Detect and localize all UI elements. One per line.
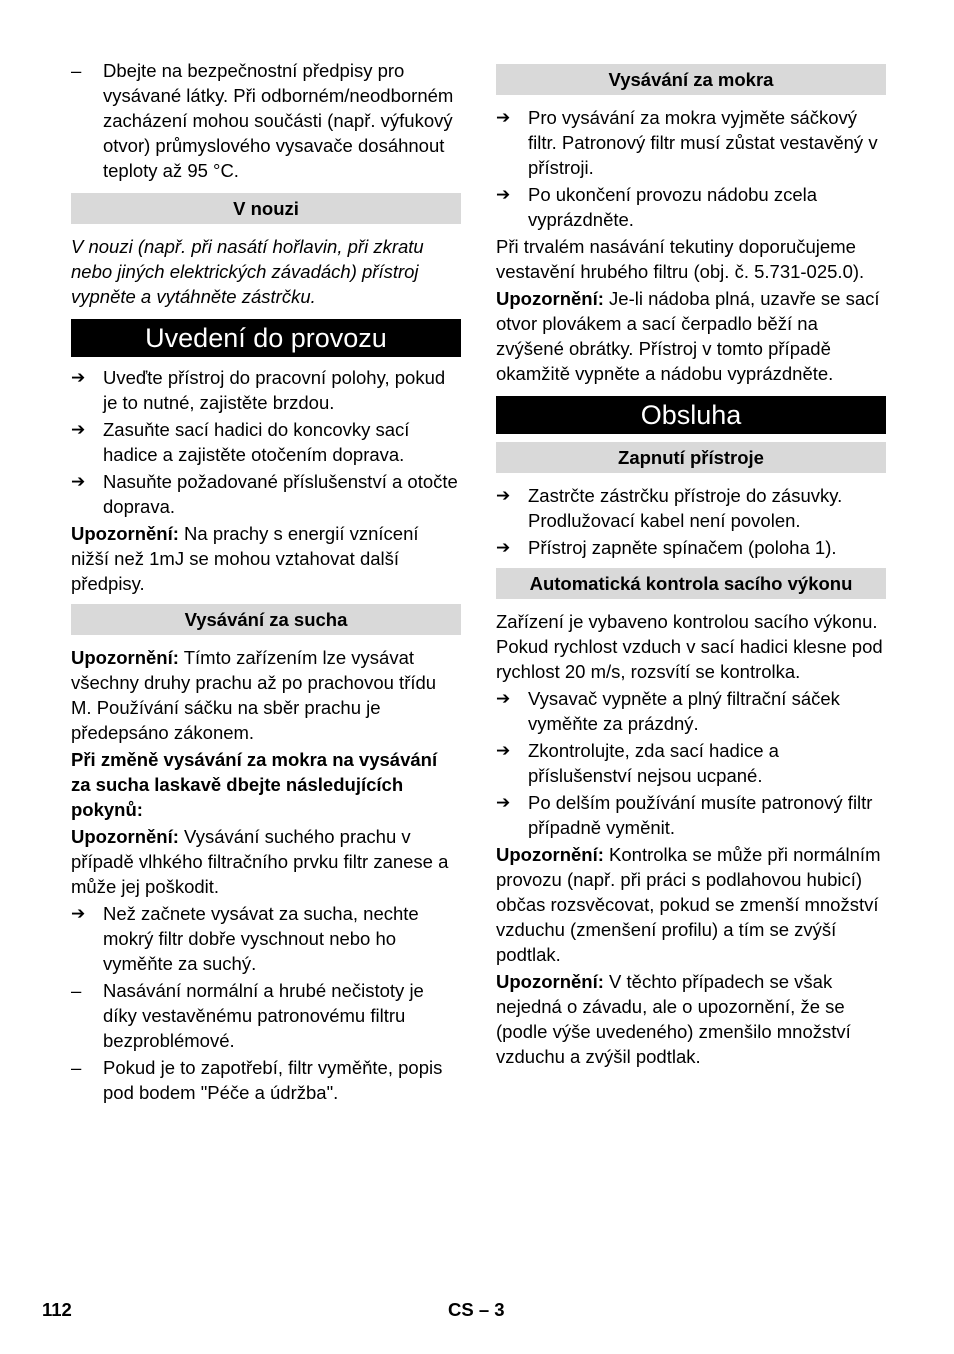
- chapter-heading-start: Uvedení do provozu: [71, 319, 461, 357]
- paragraph: Při trvalém nasávání tekutiny doporučujeme vestavění hrubého filtru (obj. č. 5.731-025.0).: [496, 236, 865, 282]
- arrow-icon: ➔: [71, 368, 86, 387]
- note-text: V těchto případech se však nejedná o závadu, ale o upozornění, že se (podle výše uvedeného) zmenšilo množství vzduchu a zvýšil podtlak.: [496, 971, 851, 1067]
- paragraph: Zařízení je vybaveno kontrolou sacího výkonu. Pokud rychlost vzduch v sací hadici klesne pod rychlost 20 m/s, rozsvítí se kontrolka.: [496, 611, 883, 682]
- dash-text: Pokud je to zapotřebí, filtr vyměňte, popis pod bodem "Péče a údržba".: [103, 1057, 443, 1103]
- note-label: Upozornění:: [71, 647, 179, 668]
- dash-text: Nasávání normální a hrubé nečistoty je díky vestavěnému patronovému filtru bezproblémové.: [103, 980, 424, 1051]
- step-text: Než začnete vysávat za sucha, nechte mokrý filtr dobře vyschnout nebo ho vyměňte za suchý.: [103, 903, 419, 974]
- note-paragraph: [496, 286, 886, 386]
- arrow-icon: ➔: [496, 689, 511, 708]
- arrow-icon: ➔: [496, 185, 511, 204]
- page-number: 112: [42, 1299, 72, 1320]
- note-text: Kontrolka se může při normálním provozu (např. při práci s podlahovou hubicí) občas rozsvěcovat, pokud se zmenší množství vzduchu (zmenšení profilu) a tím se zvýší podtlak.: [496, 844, 881, 965]
- arrow-icon: ➔: [71, 472, 86, 491]
- note-label: Upozornění:: [496, 288, 604, 309]
- step-item: [496, 790, 886, 840]
- note-paragraph: [496, 842, 886, 967]
- step-text: Přístroj zapněte spínačem (poloha 1).: [528, 537, 837, 558]
- step-item: [71, 901, 461, 976]
- arrow-icon: ➔: [496, 486, 511, 505]
- step-text: Po ukončení provozu nádobu zcela vyprázdněte.: [528, 184, 818, 230]
- step-item: [496, 105, 886, 180]
- step-text: Uveďte přístroj do pracovní polohy, pokud je to nutné, zajistěte brzdou.: [103, 367, 446, 413]
- right-column: [496, 58, 886, 1071]
- note-label: Upozornění:: [496, 971, 604, 992]
- arrow-icon: ➔: [71, 420, 86, 439]
- section-footer: CS – 3: [448, 1299, 505, 1320]
- step-item: [496, 182, 886, 232]
- dash-text: Dbejte na bezpečnostní předpisy pro vysávané látky. Při odborném/neodborném zacházení mohou součásti (např. výfukový otvor) průmyslového vysavače dosáhnout teploty až 95 °C.: [103, 60, 454, 181]
- section-heading-auto-control: Automatická kontrola sacího výkonu: [496, 568, 886, 599]
- step-text: Po delším používání musíte patronový filtr případně vyměnit.: [528, 792, 873, 838]
- note-label: Upozornění:: [496, 844, 604, 865]
- step-item: [496, 738, 886, 788]
- note-label: Upozornění:: [71, 826, 179, 847]
- note-text: Je-li nádoba plná, uzavře se sací otvor plovákem a sací čerpadlo běží na zvýšené obrátky. Přístroj v tomto případě okamžitě vypněte a nádobu vyprázdněte.: [496, 288, 880, 384]
- dash-marker: –: [71, 60, 82, 81]
- step-text: Pro vysávání za mokra vyjměte sáčkový filtr. Patronový filtr musí zůstat vestavěný v přístroji.: [528, 107, 878, 178]
- section-heading-wet: Vysávání za mokra: [496, 64, 886, 95]
- step-text: Zastrčte zástrčku přístroje do zásuvky. Prodlužovací kabel není povolen.: [528, 485, 843, 531]
- arrow-icon: ➔: [496, 108, 511, 127]
- section-heading-switch-on: Zapnutí přístroje: [496, 442, 886, 473]
- step-item: [71, 417, 461, 467]
- step-item: [71, 469, 461, 519]
- dash-item: [71, 1055, 461, 1105]
- arrow-icon: ➔: [496, 793, 511, 812]
- note-paragraph: [71, 521, 461, 596]
- step-text: Zkontrolujte, zda sací hadice a příslušenství nejsou ucpané.: [528, 740, 779, 786]
- section-heading-emergency: V nouzi: [71, 193, 461, 224]
- left-column: [71, 58, 461, 1107]
- note-paragraph: [71, 824, 461, 899]
- dash-item: [71, 978, 461, 1053]
- arrow-icon: ➔: [496, 741, 511, 760]
- step-text: Nasuňte požadované příslušenství a otočte doprava.: [103, 471, 458, 517]
- note-paragraph: [496, 969, 886, 1069]
- arrow-icon: ➔: [496, 538, 511, 557]
- emergency-text: V nouzi (např. při nasátí hořlavin, při zkratu nebo jiných elektrických závadách) přístroj vypněte a vytáhněte zástrčku.: [71, 236, 424, 307]
- chapter-heading-operation: Obsluha: [496, 396, 886, 434]
- note-text: Vysávání suchého prachu v případě vlhkého filtračního prvku filtr zanese a může jej poškodit.: [71, 826, 449, 897]
- step-item: [496, 483, 886, 533]
- dash-marker: –: [71, 1057, 82, 1078]
- note-text: Na prachy s energií vznícení nižší než 1mJ se mohou vztahovat další předpisy.: [71, 523, 419, 594]
- arrow-icon: ➔: [71, 904, 86, 923]
- section-heading-dry: Vysávání za sucha: [71, 604, 461, 635]
- step-item: [496, 686, 886, 736]
- note-text: Tímto zařízením lze vysávat všechny druhy prachu až po prachovou třídu M. Používání sáčku na sběr prachu je předepsáno zákonem.: [71, 647, 437, 743]
- dash-item: [71, 58, 461, 183]
- step-item: [496, 535, 886, 560]
- step-text: Zasuňte sací hadici do koncovky sací hadice a zajistěte otočením doprava.: [103, 419, 410, 465]
- step-text: Vysavač vypněte a plný filtrační sáček vyměňte za prázdný.: [528, 688, 840, 734]
- bold-instruction: Při změně vysávání za mokra na vysávání za sucha laskavě dbejte následujících pokynů:: [71, 749, 438, 820]
- step-item: [71, 365, 461, 415]
- note-label: Upozornění:: [71, 523, 179, 544]
- note-paragraph: [71, 645, 461, 745]
- dash-marker: –: [71, 980, 82, 1001]
